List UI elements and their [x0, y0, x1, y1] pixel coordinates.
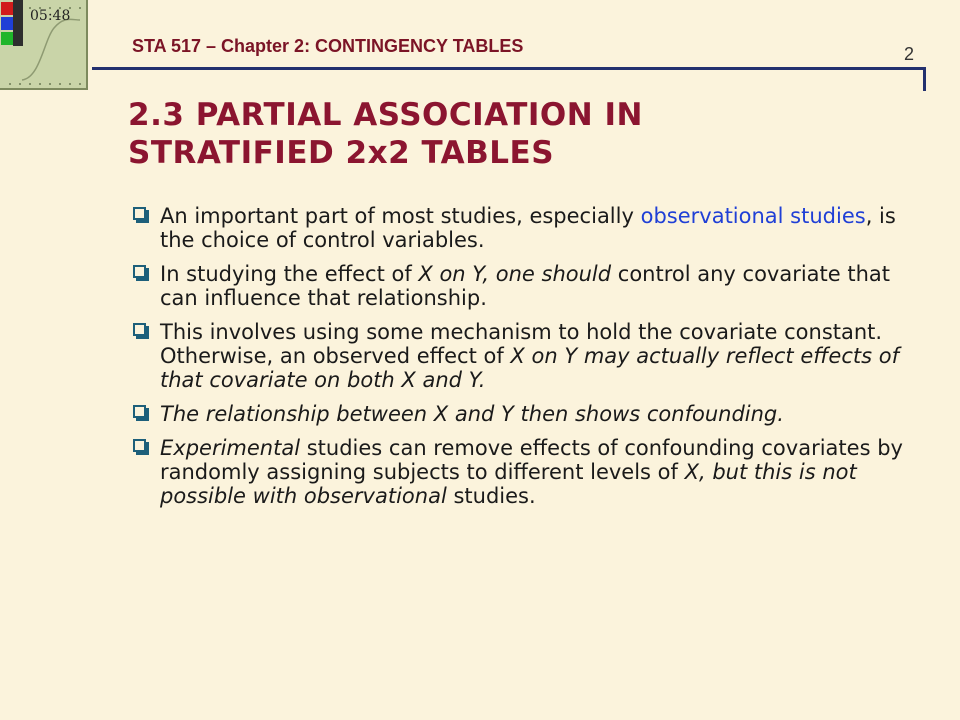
bullet-item: The relationship between X and Y then shows confounding. [133, 402, 933, 426]
slide-title-line2: STRATIFIED 2x2 TABLES [128, 135, 555, 171]
bullet-item: This involves using some mechanism to hold the covariate constant. Otherwise, an observed effect of X on Y may actually reflect effects of that covariate on both X and Y. [133, 320, 933, 392]
header-divider-tick [923, 67, 926, 91]
bullet-item: In studying the effect of X on Y, one should control any covariate that can influence that relationship. [133, 262, 933, 310]
bullet-item: Experimental studies can remove effects of confounding covariates by randomly assigning subjects to different levels of X, but this is not possible with observational studies. [133, 436, 933, 508]
checkbox-bullet-icon [133, 207, 146, 220]
corner-logo [0, 0, 88, 90]
checkbox-bullet-icon [133, 265, 146, 278]
bullet-list [133, 204, 933, 518]
course-title: STA 517 – Chapter 2: CONTINGENCY TABLES [132, 36, 524, 56]
dark-bar [13, 0, 23, 46]
page-number: 2 [904, 44, 915, 64]
checkbox-bullet-icon [133, 323, 146, 336]
bullet-item: An important part of most studies, especially observational studies, is the choice of control variables. [133, 204, 933, 252]
clock: 05:48 [30, 8, 71, 24]
highlighted-term: observational studies [640, 204, 866, 228]
checkbox-bullet-icon [133, 405, 146, 418]
slide-title [128, 96, 928, 172]
checkbox-bullet-icon [133, 439, 146, 452]
header-divider [92, 67, 926, 70]
slide-title-line1: 2.3 PARTIAL ASSOCIATION IN [128, 97, 643, 133]
